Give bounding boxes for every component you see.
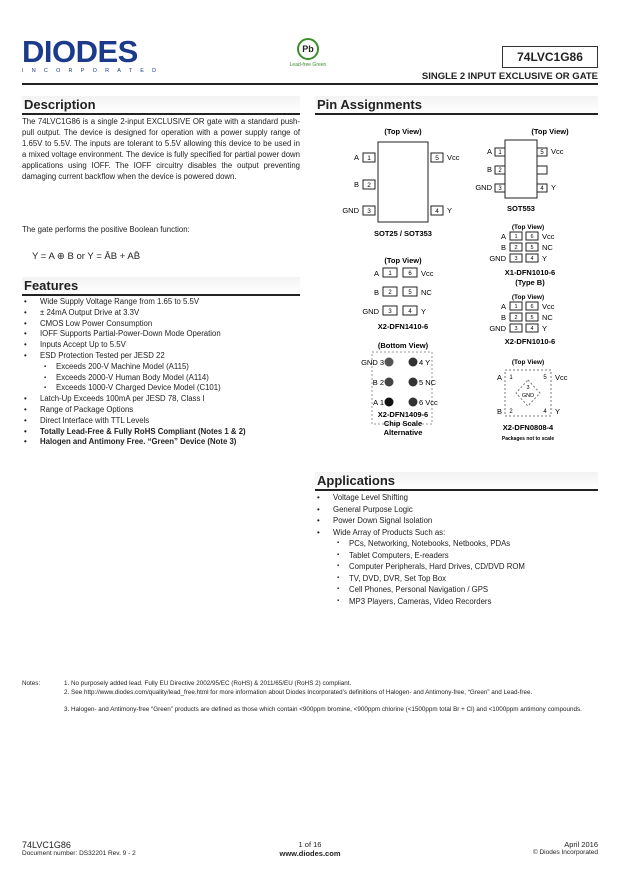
boolean-intro: The gate performs the positive Boolean function: (22, 225, 190, 234)
feature-item: • IOFF Supports Partial-Power-Down Mode Operation (22, 329, 307, 340)
svg-text:A: A (496, 373, 502, 382)
svg-text:3: 3 (514, 326, 518, 332)
svg-text:2: 2 (509, 409, 513, 415)
svg-text:3: 3 (526, 385, 530, 391)
doc-subtitle: SINGLE 2 INPUT EXCLUSIVE OR GATE (421, 71, 598, 82)
svg-text:2: 2 (514, 245, 518, 251)
notes-label: Notes: (22, 680, 41, 687)
svg-text:1: 1 (514, 304, 518, 310)
svg-text:GND 3: GND 3 (361, 358, 384, 367)
svg-text:B: B (496, 407, 502, 416)
application-item: • Power Down Signal Isolation (315, 515, 598, 527)
note-1: 1. No purposely added lead. Fully EU Directive 2002/95/EC (RoHS) & 2011/65/EU (RoHS 2) compliant. (64, 680, 352, 687)
pb-icon (297, 38, 319, 60)
application-subitem: ▪ Computer Peripherals, Hard Drives, CD/DVD ROM (315, 561, 598, 573)
svg-text:Y: Y (542, 324, 548, 333)
diodes-logo (22, 34, 165, 74)
feature-item: • Latch-Up Exceeds 100mA per JESD 78, Class I (22, 394, 307, 405)
svg-text:B: B (486, 165, 492, 174)
svg-text:B: B (500, 243, 506, 252)
svg-text:Vcc: Vcc (551, 147, 564, 156)
x2-dfn0808-label: X2-DFN0808-4 (502, 423, 554, 432)
pin-diagrams (315, 118, 605, 478)
svg-text:5: 5 (530, 315, 534, 321)
svg-text:(Bottom View): (Bottom View) (377, 341, 429, 350)
footer-page: 1 of 16 (298, 840, 322, 849)
svg-text:3: 3 (514, 256, 518, 262)
sot553-body (505, 140, 537, 198)
svg-text:GND: GND (521, 393, 535, 399)
svg-text:(Top View): (Top View) (384, 256, 422, 265)
svg-text:2: 2 (367, 182, 371, 189)
application-subitem: ▪ Tablet Computers, E-readers (315, 550, 598, 562)
svg-text:B: B (500, 313, 506, 322)
footer-part: 74LVC1G86 (22, 840, 71, 850)
svg-text:4: 4 (530, 326, 534, 332)
svg-text:GND: GND (489, 254, 506, 263)
application-subitem: ▪ PCs, Networking, Notebooks, Netbooks, PDAs (315, 538, 598, 550)
svg-text:1: 1 (367, 155, 371, 162)
footer-url[interactable]: www.diodes.com (279, 849, 341, 858)
svg-text:4: 4 (435, 208, 439, 215)
feature-item: • Wide Supply Voltage Range from 1.65 to 5.5V (22, 297, 307, 308)
svg-text:2: 2 (498, 168, 502, 174)
part-number-box: 74LVC1G86 (502, 46, 598, 68)
footer-center (250, 840, 370, 858)
note-2: 2. See http://www.diodes.com/quality/lead_free.html for more information about Diodes Incorporated’s definitions of Halogen- and Antimony-free, “Green” and Lead-free. (64, 689, 533, 696)
x2-dfn1409-label: X2-DFN1409-6 (377, 410, 429, 419)
pin-assignments-heading: Pin Assignments (315, 96, 598, 115)
feature-item: • Halogen and Antimony Free. “Green” Device (Note 3) (22, 437, 307, 448)
note-3: 3. Halogen- and Antimony-free “Green” products are defined as those which contain <900ppm bromine, <900ppm chlorine (<1500ppm total Br + Cl) and <1000ppm antimony compounds. (64, 706, 582, 713)
svg-text:NC: NC (542, 243, 553, 252)
svg-text:GND: GND (362, 307, 379, 316)
svg-text:Y: Y (555, 407, 561, 416)
svg-text:4 Y: 4 Y (419, 358, 431, 367)
svg-text:A: A (500, 232, 506, 241)
svg-text:2: 2 (388, 290, 392, 296)
svg-text:1: 1 (509, 375, 513, 381)
lead-free-label: Lead-free Green (289, 62, 327, 68)
svg-text:3: 3 (498, 186, 502, 192)
feature-subitem: ▪ Exceeds 2000-V Human Body Model (A114) (22, 373, 307, 384)
svg-text:6: 6 (530, 234, 534, 240)
svg-text:A 1: A 1 (373, 398, 384, 407)
svg-text:1: 1 (514, 234, 518, 240)
svg-text:(Top View): (Top View) (511, 359, 545, 366)
svg-text:NC: NC (542, 313, 553, 322)
svg-text:Chip Scale: Chip Scale (383, 419, 423, 428)
x2-dfn1410-label: X2-DFN1410-6 (377, 322, 429, 331)
svg-text:Y: Y (542, 254, 548, 263)
logo-subtext: INCORPORATED (22, 68, 165, 74)
feature-item: • ESD Protection Tested per JESD 22 (22, 351, 307, 362)
applications-heading: Applications (315, 472, 598, 491)
application-item: • Voltage Level Shifting (315, 492, 598, 504)
svg-text:1: 1 (388, 271, 392, 277)
feature-subitem: ▪ Exceeds 1000-V Charged Device Model (C101) (22, 383, 307, 394)
svg-text:4: 4 (543, 409, 547, 415)
svg-text:GND: GND (475, 183, 492, 192)
svg-text:4: 4 (540, 186, 544, 192)
sot25-label: SOT25 / SOT353 (374, 229, 432, 238)
svg-text:Vcc: Vcc (542, 232, 555, 241)
sot553-top-view: (Top View) (531, 127, 569, 136)
svg-text:Vcc: Vcc (447, 153, 460, 162)
svg-text:Vcc: Vcc (555, 373, 568, 382)
svg-text:B 2: B 2 (372, 378, 384, 387)
footer-left (22, 840, 136, 857)
svg-text:5: 5 (543, 375, 547, 381)
pb-symbol: Pb (302, 44, 314, 54)
svg-text:Y: Y (551, 183, 557, 192)
footer-docnum: Document number: DS32201 Rev. 9 - 2 (22, 850, 136, 857)
feature-item: • Direct Interface with TTL Levels (22, 416, 307, 427)
svg-text:(Top View): (Top View) (511, 224, 545, 231)
footer-right (533, 840, 598, 856)
footer-copyright: © Diodes Incorporated (532, 849, 598, 856)
logo-wordmark: DIODES (22, 34, 138, 69)
sot553-label: SOT553 (507, 204, 535, 213)
svg-text:A: A (373, 269, 379, 278)
application-item: • General Purpose Logic (315, 504, 598, 516)
ball-3 (385, 358, 394, 367)
features-list (22, 297, 307, 448)
svg-text:5: 5 (408, 290, 412, 296)
svg-text:(Top View): (Top View) (511, 294, 545, 301)
svg-text:A: A (500, 302, 506, 311)
svg-text:4: 4 (530, 256, 534, 262)
svg-text:Alternative: Alternative (383, 428, 423, 437)
svg-text:B: B (373, 288, 379, 297)
svg-text:5: 5 (540, 150, 544, 156)
svg-text:Vcc: Vcc (542, 302, 555, 311)
svg-text:A: A (486, 147, 492, 156)
boolean-formula: Y = A ⊕ B or Y = ĀB + AB̄ (32, 251, 141, 262)
feature-item: • CMOS Low Power Consumption (22, 319, 307, 330)
svg-text:Packages not to scale: Packages not to scale (501, 436, 555, 442)
feature-item: • Range of Package Options (22, 405, 307, 416)
feature-item: • Inputs Accept Up to 5.5V (22, 340, 307, 351)
sot25-body (378, 142, 428, 222)
footer-date: April 2016 (564, 840, 598, 849)
sot25-top-view: (Top View) (384, 127, 422, 136)
svg-text:3: 3 (388, 309, 392, 315)
svg-text:5 NC: 5 NC (419, 378, 437, 387)
svg-text:5: 5 (435, 155, 439, 162)
lead-free-badge (286, 38, 330, 68)
svg-text:3: 3 (367, 208, 371, 215)
svg-text:6 Vcc: 6 Vcc (419, 398, 438, 407)
x2-dfn1010-label: X2-DFN1010-6 (504, 337, 556, 346)
description-paragraph: The 74LVC1G86 is a single 2-input EXCLUSIVE OR gate with a standard push-pull output. The device is designed for operation with a power supply range of 1.65V to 5.5V. The inputs are tolerant to 5.5V allowing this device to be used in a mixed voltage environment. The device is fully specified for partial power down applications using IOFF. The IOFF circuitry disables the output preventing damaging current backflow when the device is powered down. (22, 117, 300, 182)
svg-text:B: B (353, 180, 359, 189)
svg-text:2: 2 (514, 315, 518, 321)
svg-text:6: 6 (530, 304, 534, 310)
applications-list (315, 492, 598, 607)
application-subitem: ▪ TV, DVD, DVR, Set Top Box (315, 573, 598, 585)
feature-subitem: ▪ Exceeds 200-V Machine Model (A115) (22, 362, 307, 373)
svg-text:5: 5 (530, 245, 534, 251)
application-subitem: ▪ Cell Phones, Personal Navigation / GPS (315, 584, 598, 596)
svg-text:Vcc: Vcc (421, 269, 434, 278)
feature-item: • ± 24mA Output Drive at 3.3V (22, 308, 307, 319)
svg-text:A: A (353, 153, 359, 162)
svg-text:GND: GND (489, 324, 506, 333)
svg-text:1: 1 (498, 150, 502, 156)
svg-text:NC: NC (421, 288, 432, 297)
svg-text:GND: GND (342, 206, 359, 215)
svg-text:Y: Y (447, 206, 453, 215)
x1-dfn1010-label: X1-DFN1010-6 (504, 268, 556, 277)
feature-item: • Totally Lead-Free & Fully RoHS Compliant (Notes 1 & 2) (22, 427, 307, 438)
application-item: • Wide Array of Products Such as: (315, 527, 598, 539)
svg-text:(Type B): (Type B) (515, 278, 545, 287)
application-subitem: ▪ MP3 Players, Cameras, Video Recorders (315, 596, 598, 608)
features-heading: Features (22, 277, 300, 296)
svg-text:4: 4 (408, 309, 412, 315)
description-heading: Description (22, 96, 300, 115)
header-rule (22, 83, 598, 85)
svg-text:Y: Y (421, 307, 427, 316)
svg-text:6: 6 (408, 271, 412, 277)
